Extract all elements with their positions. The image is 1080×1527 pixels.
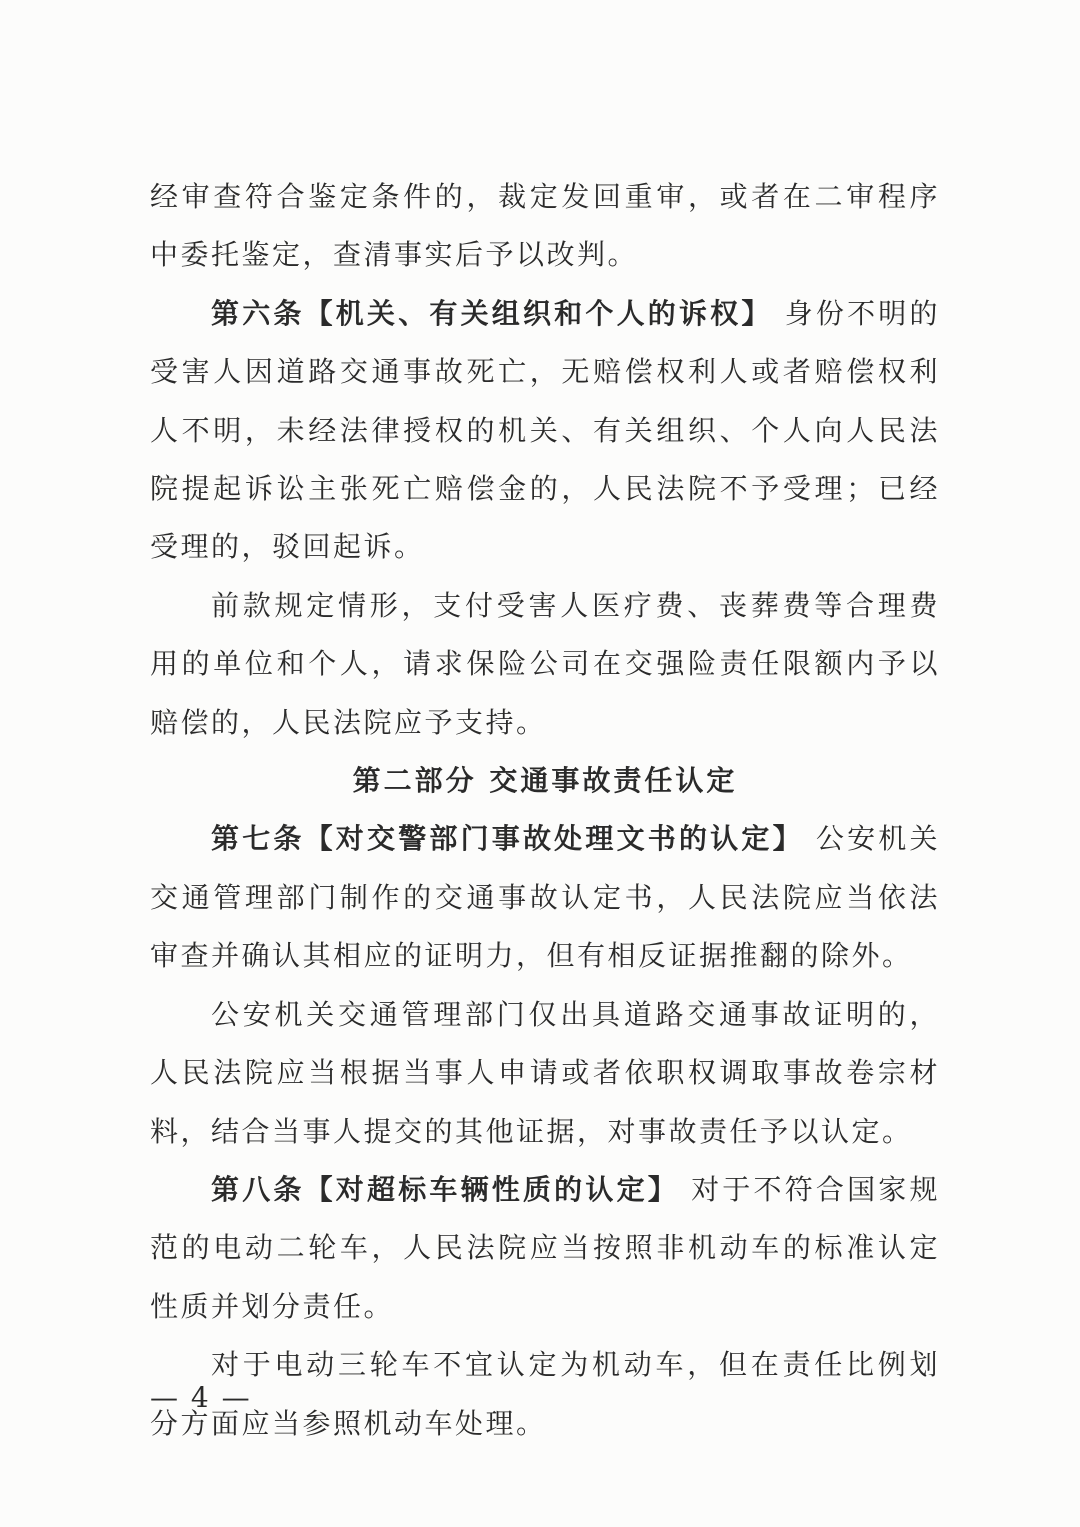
article-7-paragraph-2: 公安机关交通管理部门仅出具道路交通事故证明的，人民法院应当根据当事人申请或者依职权调取事故卷宗材料，结合当事人提交的其他证据，对事故责任予以认定。 xyxy=(150,997,940,1148)
article-7 xyxy=(150,810,940,985)
document-body xyxy=(150,168,940,1453)
article-7-body: 公安机关交通管理部门制作的交通事故认定书，人民法院应当依法审查并确认其相应的证明力，但有相反证据推翻的除外。 xyxy=(150,822,940,973)
article-8-body: 对于不符合国家规范的电动二轮车，人民法院应当按照非机动车的标准认定性质并划分责任。 xyxy=(150,1172,940,1323)
article-8-paragraph-2: 对于电动三轮车不宜认定为机动车，但在责任比例划分方面应当参照机动车处理。 xyxy=(150,1348,940,1440)
paragraph-continuation: 经审查符合鉴定条件的，裁定发回重审，或者在二审程序中委托鉴定，查清事实后予以改判。 xyxy=(150,180,940,272)
article-8-title: 第八条【对超标车辆性质的认定】 xyxy=(211,1172,679,1206)
page-number: — 4 — xyxy=(150,1381,252,1414)
part-2-heading: 第二部分 交通事故责任认定 xyxy=(352,764,738,798)
article-8 xyxy=(150,1161,940,1336)
article-6-paragraph-2: 前款规定情形，支付受害人医疗费、丧葬费等合理费用的单位和个人，请求保险公司在交强险责任限额内予以赔偿的，人民法院应予支持。 xyxy=(150,588,940,739)
article-6-title: 第六条【机关、有关组织和个人的诉权】 xyxy=(211,296,773,330)
article-6-body: 身份不明的受害人因道路交通事故死亡，无赔偿权利人或者赔偿权利人不明，未经法律授权的机关、有关组织、个人向人民法院提起诉讼主张死亡赔偿金的，人民法院不予受理；已经受理的，驳回起诉。 xyxy=(150,296,940,564)
article-6 xyxy=(150,285,940,577)
article-7-title: 第七条【对交警部门事故处理文书的认定】 xyxy=(211,822,804,856)
